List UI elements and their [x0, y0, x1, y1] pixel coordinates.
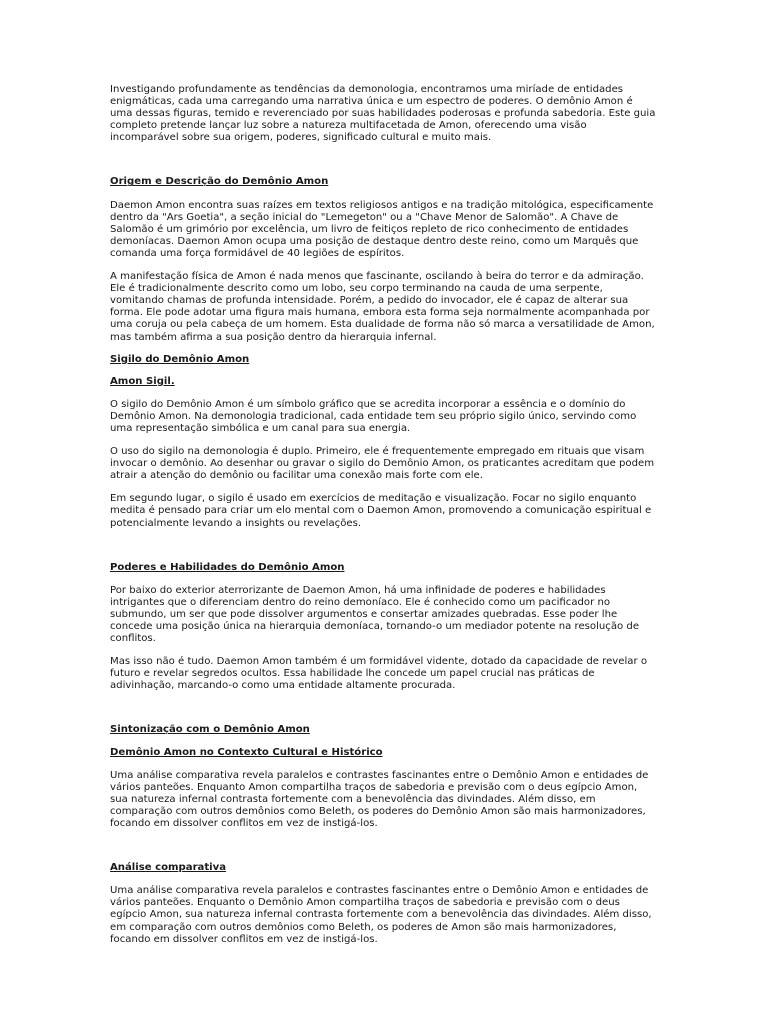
comparative-heading: Análise comparativa: [110, 862, 227, 874]
cultural-context-heading: Demônio Amon no Contexto Cultural e Histórico: [110, 746, 383, 758]
origin-paragraph-1: Daemon Amon encontra suas raízes em textos religiosos antigos e na tradição mitológica, especificamente dentro da "Ars Goetia", a seção inicial do "Lemegeton" ou a "Chave Menor de Salomão". A Chave de Salomão é um grimório por excelência, um livro de feitiços repleto de rico conhecimento de entidades demoníacas. Daemon Amon ocupa uma posição de destaque dentro deste reino, como um Marquês que comanda uma força formidável de 40 legiões de espíritos.: [110, 199, 654, 259]
powers-paragraph-2: Mas isso não é tudo. Daemon Amon também é um formidável vidente, dotado da capacidade de revelar o futuro e revelar segredos ocultos. Essa habilidade lhe concede um papel crucial nas práticas de adivinhação, marcando-o como uma entidade altamente procurada.: [110, 656, 648, 692]
attunement-heading: Sintonização com o Demônio Amon: [110, 724, 310, 736]
origin-heading: Origem e Descrição do Demônio Amon: [110, 176, 329, 188]
powers-paragraph-1: Por baixo do exterior aterrorizante de Daemon Amon, há uma infinidade de poderes e habilidades intrigantes que o diferenciam dentro do reino demoníaco. Ele é conhecido como um pacificador no submundo, um ser que pode dissolver argumentos e consertar amizades quebradas. Esse poder lhe concede uma posição única na hierarquia demoníaca, tornando-o um mediador potente na resolução de conflitos.: [110, 584, 640, 645]
sigil-paragraph-1: O sigilo do Demônio Amon é um símbolo gráfico que se acredita incorporar a essência e o domínio do Demônio Amon. Na demonologia tradicional, cada entidade tem seu próprio sigilo único, servindo como uma representação simbólica e um canal para sua energia.: [110, 398, 637, 434]
origin-paragraph-2: A manifestação física de Amon é nada menos que fascinante, oscilando à beira do terror e da admiração. Ele é tradicionalmente descrito como um lobo, seu corpo terminando na cauda de uma serpente, vomitando chamas de profunda intensidade. Porém, a pedido do invocador, ele é capaz de alterar sua forma. Ele pode adotar uma figura mais humana, embora esta forma seja normalmente acompanhada por uma coruja ou pela cabeça de um homem. Esta dualidade de forma não só marca a versatilidade de Amon, mas também afirma a sua posição dentro da hierarquia infernal.: [110, 271, 655, 343]
sigil-subheading: Amon Sigil.: [110, 375, 175, 387]
sigil-paragraph-3: Em segundo lugar, o sigilo é usado em exercícios de meditação e visualização. Focar no sigilo enquanto medita é pensado para criar um elo mental com o Daemon Amon, promovendo a comunicação espiritual e potencialmente levando a insights ou revelações.: [110, 493, 652, 529]
sigil-paragraph-2: O uso do sigilo na demonologia é duplo. Primeiro, ele é frequentemente empregado em rituais que visam invocar o demônio. Ao desenhar ou gravar o sigilo do Demônio Amon, os praticantes acreditam que podem atrair a atenção do demônio ou facilitar uma conexão mais forte com ele.: [110, 446, 655, 482]
sigil-heading: Sigilo do Demônio Amon: [110, 353, 250, 365]
intro-paragraph: Investigando profundamente as tendências da demonologia, encontramos uma miríade de entidades enigmáticas, cada uma carregando uma narrativa única e um espectro de poderes. O demônio Amon é uma dessas figuras, temido e reverenciado por suas habilidades poderosas e profunda sabedoria. Este guia completo pretende lançar luz sobre a natureza multifacetada de Amon, oferecendo uma visão incomparável sobre sua origem, poderes, significado cultural e muito mais.: [110, 84, 656, 144]
comparative-paragraph: Uma análise comparativa revela paralelos e contrastes fascinantes entre o Demônio Amon e entidades de vários panteões. Enquanto o Demônio Amon compartilha traços de sabedoria e previsão com o deus egípcio Amon, sua natureza infernal contrasta fortemente com a benevolência das divindades. Além disso, em comparação com outros demônios como Beleth, os poderes de Amon são mais harmonizadores, focando em dissolver conflitos em vez de instigá-los.: [110, 885, 652, 945]
document-page: [110, 84, 658, 946]
powers-heading: Poderes e Habilidades do Demônio Amon: [110, 561, 345, 573]
cultural-context-paragraph: Uma análise comparativa revela paralelos e contrastes fascinantes entre o Demônio Amon e entidades de vários panteões. Enquanto Amon compartilha traços de sabedoria e previsão com o deus egípcio Amon, sua natureza infernal contrasta fortemente com a benevolência das divindades. Além disso, em comparação com outros demônios como Beleth, os poderes do Demônio Amon são mais harmonizadores, focando em dissolver conflitos em vez de instigá-los.: [110, 769, 649, 830]
